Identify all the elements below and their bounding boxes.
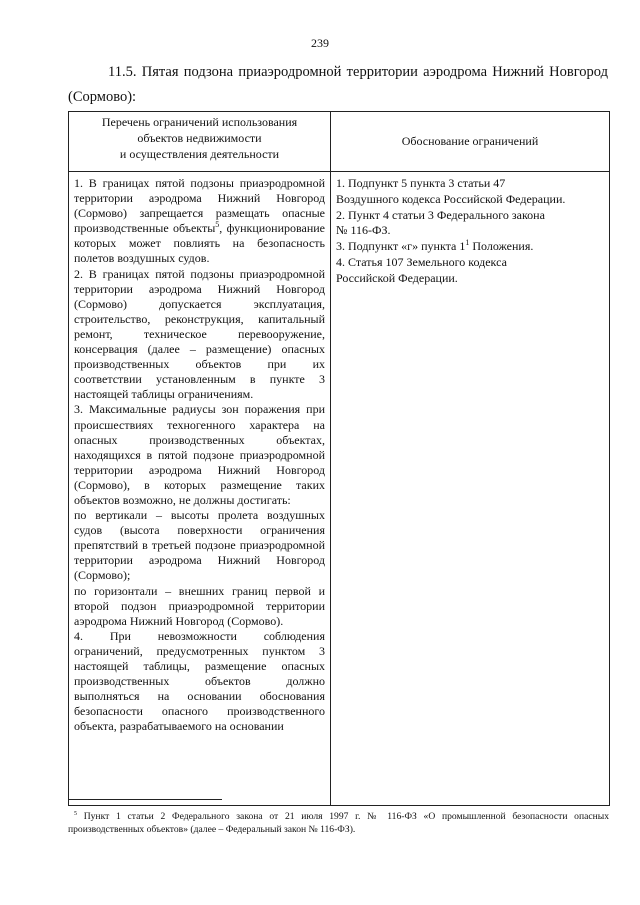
justification-line: 2. Пункт 4 статьи 3 Федерального закона (336, 207, 545, 222)
table-body-row (69, 172, 610, 806)
justification-line: 3. Подпункт «г» пункта $1^1$ Положения. (336, 238, 534, 254)
footnote (68, 810, 609, 836)
header-left-line: Перечень ограничений использования (101, 115, 298, 129)
restrictions-table (68, 111, 610, 806)
restriction-paragraph: по вертикали – высоты пролета воздушных судов (высота поверхности ограничения препятствий в третьей подзоне приаэродромной территории аэродрома Нижний Новгород (Сормово); (74, 508, 325, 583)
justification-line: 4. Статья 107 Земельного кодекса (336, 254, 507, 269)
header-left-line: и осуществления деятельности (119, 146, 280, 161)
restriction-paragraph: 1. В границах пятой подзоны приаэродромной территории аэродрома Нижний Новгород (Сормово) запрещается размещать опасные производственные объекты$^5$, функционирование которых может повлиять на безопасность полетов воздушных судов. (74, 176, 326, 266)
justification-line: № 116-ФЗ. (336, 223, 391, 238)
justification-line: Российской Федерации. (336, 270, 458, 285)
restriction-paragraph: 2. В границах пятой подзоны приаэродромной территории аэродрома Нижний Новгород (Сормово) допускается эксплуатация, строительство, реконструкция, капитальный ремонт, техническое перевооружение, консервация (далее – размещение) опасных производственных объектов при их соответствии установленным в пункте 3 настоящей таблицы ограничениям. (74, 266, 325, 402)
justification-line: 1. Подпункт 5 пункта 3 статьи 47 (336, 176, 506, 190)
header-justification: Обоснование ограничений (331, 112, 610, 172)
restriction-paragraph: по горизонтали – внешних границ первой и второй подзон приаэродромной территории аэродрома Нижний Новгород (Сормово). (74, 583, 325, 628)
justification-line: Воздушного кодекса Российской Федерации. (336, 191, 566, 206)
footnote-text: Пункт 1 статьи 2 Федерального закона от 21 июля 1997 г. № 116-ФЗ «О промышленной безопасности опасных производственных объектов» (далее – Федеральный закон № 116-ФЗ). (68, 811, 609, 835)
header-left-line: объектов недвижимости (137, 130, 262, 145)
restrictions-cell (69, 172, 331, 806)
footnote-ref: 5 (215, 220, 220, 230)
page-number: 239 (311, 36, 329, 50)
table-header-row (69, 112, 610, 172)
justification-cell (331, 172, 610, 806)
header-restrictions-list (69, 112, 331, 172)
section-heading: 11.5. Пятая подзона приаэродромной территории аэродрома Нижний Новгород (Сормово): (68, 64, 608, 105)
restriction-paragraph: 4. При невозможности соблюдения ограничений, предусмотренных пунктом 3 настоящей таблицы, размещение опасных производственных объектов должно выполняться на основании обоснования безопасности опасного производственного объекта, разрабатываемого на основании (74, 628, 325, 734)
footnote-divider (68, 799, 222, 800)
superscript: 1 (465, 238, 470, 248)
footnote-marker: 5 (74, 810, 77, 817)
restriction-paragraph: 3. Максимальные радиусы зон поражения при происшествиях техногенного характера на опасных производственных объектах, находящихся в пятой подзоне приаэродромной территории аэродрома Нижний Новгород (Сормово), в которых размещение таких объектов возможно, не должны достигать: (74, 402, 325, 507)
